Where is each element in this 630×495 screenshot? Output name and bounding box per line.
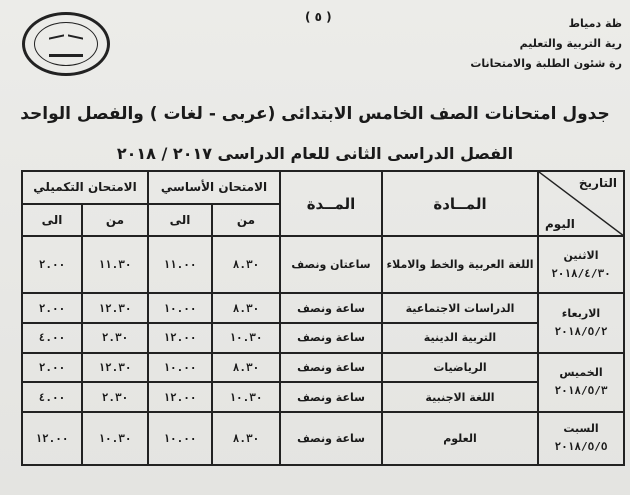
day-name: السبت [563,422,599,436]
basic-to-cell: ١٢.٠٠ [148,323,212,353]
basic-to-cell: ١٠.٠٠ [148,412,212,465]
duration-cell: ساعة ونصف [280,382,382,412]
subject-cell: اللغة العربية والخط والاملاء [382,236,538,293]
duration-cell: ساعة ونصف [280,353,382,383]
day-name: الخميس [559,366,603,380]
basic-to-cell: ١١.٠٠ [148,236,212,293]
basic-from-cell: ٨.٣٠ [212,353,280,383]
subject-cell: العلوم [382,412,538,465]
basic-from-cell: ٨.٣٠ [212,412,280,465]
table-row [22,382,624,412]
makeup-from-cell: ١٢.٣٠ [82,293,148,323]
day-name: الاثنين [563,248,599,262]
subject-header: المــادة [382,171,538,236]
date-header: التاريخ [578,176,617,190]
day-date: ٢٠١٨/٥/٢ [554,325,608,339]
makeup-to-cell: ٢.٠٠ [22,353,82,383]
basic-to-header: الى [148,204,212,237]
duration-cell: ساعة ونصف [280,412,382,465]
header-row-1 [22,171,624,204]
basic-from-cell: ٨.٣٠ [212,236,280,293]
exam-schedule-table [21,170,625,466]
basic-from-cell: ١٠.٣٠ [212,382,280,412]
makeup-to-cell: ١٢.٠٠ [22,412,82,465]
day-date: ٢٠١٨/٥/٣ [554,384,608,398]
basic-to-cell: ١٠.٠٠ [148,293,212,323]
makeup-to-cell: ٤.٠٠ [22,323,82,353]
makeup-from-cell: ٢.٣٠ [82,382,148,412]
header-line-1: ظة دمياط [568,17,622,30]
day-date: ٢٠١٨/٤/٣٠ [551,266,611,280]
day-cell [538,353,624,412]
subject-cell: اللغة الاجنبية [382,382,538,412]
basic-to-cell: ١٠.٠٠ [148,353,212,383]
makeup-from-cell: ١١.٣٠ [82,236,148,293]
day-cell [538,412,624,465]
day-cell [538,236,624,293]
table-row [22,353,624,383]
makeup-exam-header: الامتحان التكميلي [22,171,148,204]
day-header: اليوم [545,217,575,232]
basic-exam-header: الامتحان الأساسي [148,171,280,204]
day-name: الاربعاء [561,307,601,321]
makeup-to-header: الى [22,204,82,237]
subject-cell: التربية الدينية [382,323,538,353]
makeup-from-cell: ١٢.٣٠ [82,353,148,383]
ministry-logo-seal [22,12,110,76]
duration-cell: ساعة ونصف [280,293,382,323]
logo-inner-ring [34,22,98,66]
duration-header: المــدة [280,171,382,236]
table-row [22,236,624,293]
makeup-to-cell: ٢.٠٠ [22,293,82,323]
table-row [22,412,624,465]
makeup-from-cell: ١٠.٣٠ [82,412,148,465]
subject-cell: الدراسات الاجتماعية [382,293,538,323]
makeup-to-cell: ٤.٠٠ [22,382,82,412]
duration-cell: ساعتان ونصف [280,236,382,293]
subject-cell: الرياضيات [382,353,538,383]
duration-cell: ساعة ونصف [280,323,382,353]
basic-to-cell: ١٢.٠٠ [148,382,212,412]
makeup-from-cell: ٢.٣٠ [82,323,148,353]
issuer-header [470,14,622,74]
day-date: ٢٠١٨/٥/٥ [554,440,608,454]
day-cell [538,293,624,352]
table-row [22,323,624,353]
header-line-3: رة شئون الطلبة والامتحانات [470,57,622,70]
page-number: ( ٥ ) [305,10,332,24]
basic-from-cell: ١٠.٣٠ [212,323,280,353]
makeup-from-header: من [82,204,148,237]
basic-from-header: من [212,204,280,237]
document-subtitle: الفصل الدراسى الثانى للعام الدراسى ٢٠١٧ / ٢٠١٨ [116,144,514,163]
header-line-2: رية التربية والتعليم [519,37,622,50]
basic-from-cell: ٨.٣٠ [212,293,280,323]
document-title: جدول امتحانات الصف الخامس الابتدائى (عربى - لغات ) والفصل الواحد [20,104,610,124]
date-day-header [538,171,624,236]
open-book-icon [49,32,83,57]
table-row [22,293,624,323]
makeup-to-cell: ٢.٠٠ [22,236,82,293]
